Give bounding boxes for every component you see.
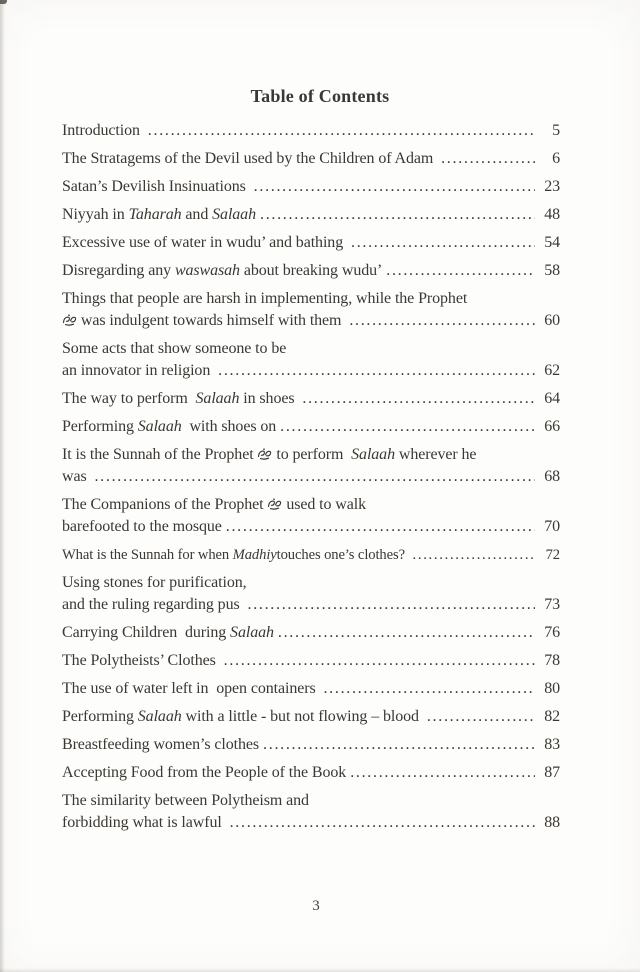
toc-line: [62, 762, 560, 784]
toc-line: [62, 516, 560, 538]
toc-line: [62, 232, 560, 254]
dot-leader: [224, 650, 535, 672]
dot-leader: [230, 812, 535, 834]
toc-line: [62, 678, 560, 700]
prophet-symbol-icon: [257, 448, 272, 460]
dot-leader: [248, 594, 536, 616]
entry-text: was: [62, 468, 91, 485]
toc-entry: [62, 176, 560, 198]
dot-leader: [254, 176, 535, 198]
toc-line: [62, 544, 560, 566]
entry-text: Disregarding any waswasah about breaking wudu’: [62, 262, 383, 279]
dot-leader: [323, 678, 535, 700]
page-ref: 70: [544, 518, 560, 535]
page-ref: 23: [544, 178, 560, 195]
entry-text: and the ruling regarding pus: [62, 596, 244, 613]
entry-text: forbidding what is lawful: [62, 814, 226, 831]
toc-line: [62, 204, 560, 226]
page-ref: 58: [544, 262, 560, 279]
entry-text: Excessive use of water in wudu’ and bathing: [62, 234, 347, 251]
entry-text: Performing Salaah with a little - but not flowing – blood: [62, 708, 423, 725]
toc-entry: [62, 388, 560, 410]
page-ref: 5: [552, 122, 560, 139]
dot-leader: [263, 734, 535, 756]
toc-entry: [62, 622, 560, 644]
page-ref: 64: [544, 390, 560, 407]
toc-line: [62, 444, 560, 466]
dot-leader: [280, 416, 535, 438]
toc-line: [62, 310, 560, 332]
page-ref: 76: [544, 624, 560, 641]
toc-entry: [62, 288, 560, 332]
toc-line: [62, 812, 560, 834]
toc-line: [62, 360, 560, 382]
toc-line: [62, 622, 560, 644]
toc-line: [62, 288, 560, 310]
toc-entry: [62, 120, 560, 142]
toc-line: [62, 338, 560, 360]
dot-leader: [349, 310, 535, 332]
page-ref: 68: [544, 468, 560, 485]
toc-line: [62, 790, 560, 812]
dot-leader: [218, 360, 535, 382]
dot-leader: [302, 388, 535, 410]
page-ref: 82: [544, 708, 560, 725]
entry-text: Satan’s Devilish Insinuations: [62, 178, 250, 195]
entry-text: Carrying Children during Salaah: [62, 624, 274, 641]
dot-leader: [413, 544, 535, 566]
page-ref: 48: [544, 206, 560, 223]
toc-line: [62, 706, 560, 728]
toc-entry: [62, 148, 560, 170]
toc-entry: [62, 762, 560, 784]
entry-text: an innovator in religion: [62, 362, 215, 379]
page-ref: 60: [544, 312, 560, 329]
toc-entry: [62, 416, 560, 438]
toc-line: [62, 148, 560, 170]
toc-entry: [62, 790, 560, 834]
toc-entry: [62, 232, 560, 254]
toc-entry: [62, 444, 560, 488]
entry-text: Niyyah in Taharah and Salaah: [62, 206, 256, 223]
entry-text: Using stones for purification,: [62, 574, 247, 591]
entry-text: The similarity between Polytheism and: [62, 792, 309, 809]
entry-text: The Stratagems of the Devil used by the Children of Adam: [62, 150, 438, 167]
page-ref: 72: [545, 547, 560, 563]
toc-entry: [62, 204, 560, 226]
dot-leader: [351, 232, 535, 254]
prophet-symbol-icon: [267, 498, 282, 510]
entry-text: Some acts that show someone to be: [62, 340, 287, 357]
dot-leader: [94, 466, 535, 488]
page-number: 3: [312, 898, 320, 914]
entry-text: barefooted to the mosque: [62, 518, 222, 535]
page-ref: 83: [544, 736, 560, 753]
dot-leader: [226, 516, 535, 538]
entry-text: The Polytheists’ Clothes: [62, 652, 220, 669]
toc-line: [62, 388, 560, 410]
dot-leader: [386, 260, 535, 282]
entry-text: Introduction: [62, 122, 144, 139]
entry-text: was indulgent towards himself with them: [62, 310, 345, 332]
entry-text: Accepting Food from the People of the Book: [62, 764, 347, 781]
toc-line: [62, 494, 560, 516]
page-ref: 73: [544, 596, 560, 613]
toc-entry: [62, 706, 560, 728]
dot-leader: [441, 148, 535, 170]
toc-line: [62, 260, 560, 282]
toc-line: [62, 176, 560, 198]
page-ref: 78: [544, 652, 560, 669]
entry-text: The way to perform Salaah in shoes: [62, 390, 299, 407]
toc-line: [62, 120, 560, 142]
page-ref: 6: [552, 150, 560, 167]
entry-text: The use of water left in open containers: [62, 680, 320, 697]
page-ref: 54: [544, 234, 560, 251]
dot-leader: [427, 706, 535, 728]
toc-line: [62, 466, 560, 488]
page-title: Table of Contents: [250, 86, 390, 106]
toc-entry: [62, 734, 560, 756]
toc-entry: [62, 260, 560, 282]
dot-leader: [148, 120, 535, 142]
toc-line: [62, 594, 560, 616]
page-ref: 80: [544, 680, 560, 697]
prophet-symbol-icon: [62, 314, 77, 326]
toc-entry: [62, 572, 560, 616]
dot-leader: [278, 622, 535, 644]
entry-text: What is the Sunnah for when Madhiytouches one’s clothes?: [62, 547, 409, 563]
entry-text: It is the Sunnah of the Prophet to perform Salaah wherever he: [62, 446, 477, 463]
page-ref: 62: [544, 362, 560, 379]
entry-text: Performing Salaah with shoes on: [62, 418, 277, 435]
dot-leader: [350, 762, 535, 784]
toc-line: [62, 416, 560, 438]
page-ref: 87: [544, 764, 560, 781]
entry-text: Breastfeeding women’s clothes: [62, 736, 260, 753]
page-ref: 66: [544, 418, 560, 435]
toc: [62, 120, 560, 834]
toc-line: [62, 572, 560, 594]
toc-entry: [62, 544, 560, 566]
toc-entry: [62, 678, 560, 700]
toc-line: [62, 650, 560, 672]
entry-text: The Companions of the Prophet used to walk: [62, 496, 366, 513]
toc-entry: [62, 338, 560, 382]
entry-text: Things that people are harsh in implementing, while the Prophet: [62, 290, 468, 307]
dot-leader: [260, 204, 535, 226]
toc-entry: [62, 650, 560, 672]
page-ref: 88: [544, 814, 560, 831]
toc-line: [62, 734, 560, 756]
toc-entry: [62, 494, 560, 538]
